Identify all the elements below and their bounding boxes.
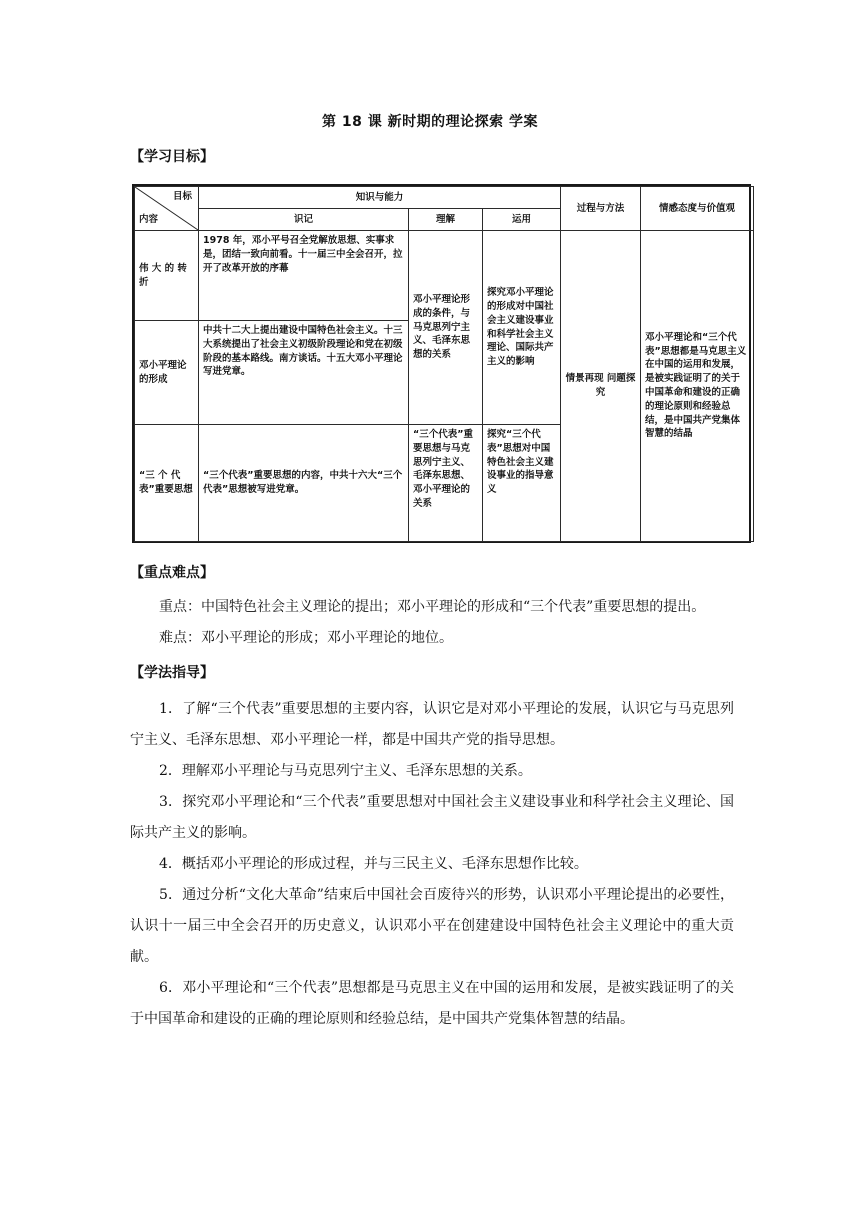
row-memorize-cell: 1978 年，邓小平号召全党解放思想、实事求是，团结一致向前看。十一届三中全会召开，拉开了改革开放的序幕 (199, 231, 409, 321)
page-title: 第 18 课 新时期的理论探索 学案 (322, 114, 538, 130)
section-heading-goals: 【学习目标】 (130, 149, 214, 165)
key-points-block (130, 592, 734, 654)
method-item: 4．概括邓小平理论的形成过程，并与三民主义、毛泽东思想作比较。 (159, 856, 588, 872)
section-heading-key-points: 【重点难点】 (130, 565, 214, 581)
header-understand: 理解 (409, 209, 483, 231)
header-process: 过程与方法 (561, 187, 641, 231)
merged-understand-cell: 邓小平理论形成的条件，与马克思列宁主义、毛泽东思想的关系 (409, 231, 483, 425)
corner-content-label: 内容 (139, 214, 159, 226)
section-heading-method: 【学法指导】 (130, 665, 214, 681)
row-content-cell: 邓小平理论的形成 (135, 321, 199, 425)
goals-table (134, 186, 754, 542)
header-knowledge: 知识与能力 (199, 187, 561, 209)
method-item: 1．了解“三个代表”重要思想的主要内容，认识它是对邓小平理论的发展，认识它与马克思列宁主义、毛泽东思想、邓小平理论一样，都是中国共产党的指导思想。 (130, 701, 734, 748)
method-item: 3．探究邓小平理论和“三个代表”重要思想对中国社会主义建设事业和科学社会主义理论、国际共产主义的影响。 (130, 794, 734, 841)
row-apply-cell: 探究“三个代表”思想对中国特色社会主义建设事业的指导意义 (483, 425, 561, 542)
merged-apply-cell: 探究邓小平理论的形成对中国社会主义建设事业和科学社会主义理论、国际共产主义的影响 (483, 231, 561, 425)
row-understand-cell: “三个代表”重要思想与马克思列宁主义、毛泽东思想、邓小平理论的关系 (409, 425, 483, 542)
merged-process-cell: 情景再现 问题探究 (561, 231, 641, 542)
method-item: 2．理解邓小平理论与马克思列宁主义、毛泽东思想的关系。 (159, 763, 532, 779)
header-attitude: 情感态度与价值观 (641, 187, 754, 231)
row-memorize-cell: 中共十二大上提出建设中国特色社会主义。十三大系统提出了社会主义初级阶段理论和党在初级阶段的基本路线。南方谈话。十五大邓小平理论写进党章。 (199, 321, 409, 425)
row-content-cell: “三 个 代表”重要思想 (135, 425, 199, 542)
row-content-cell: 伟 大 的 转折 (135, 231, 199, 321)
method-item: 6．邓小平理论和“三个代表”思想都是马克思主义在中国的运用和发展，是被实践证明了的关于中国革命和建设的正确的理论原则和经验总结，是中国共产党集体智慧的结晶。 (130, 980, 734, 1027)
row-memorize-cell: “三个代表”重要思想的内容，中共十六大“三个代表”思想被写进党章。 (199, 425, 409, 542)
key-point-focus: 重点：中国特色社会主义理论的提出；邓小平理论的形成和“三个代表”重要思想的提出。 (159, 599, 706, 615)
method-item: 5．通过分析“文化大革命”结束后中国社会百废待兴的形势，认识邓小平理论提出的必要性，认识十一届三中全会召开的历史意义，认识邓小平在创建建设中国特色社会主义理论中的重大贡献。 (130, 887, 734, 965)
header-apply: 运用 (483, 209, 561, 231)
corner-goal-label: 目标 (172, 191, 192, 202)
table-corner-cell (135, 187, 199, 231)
key-point-difficulty: 难点：邓小平理论的形成；邓小平理论的地位。 (159, 630, 453, 646)
merged-attitude-cell: 邓小平理论和“三个代表”思想都是马克思主义在中国的运用和发展，是被实践证明了的关于中国革命和建设的正确的理论原则和经验总结，是中国共产党集体智慧的结晶 (641, 231, 754, 542)
goals-table-image (132, 184, 751, 543)
header-memorize: 识记 (199, 209, 409, 231)
method-list (130, 694, 734, 1035)
